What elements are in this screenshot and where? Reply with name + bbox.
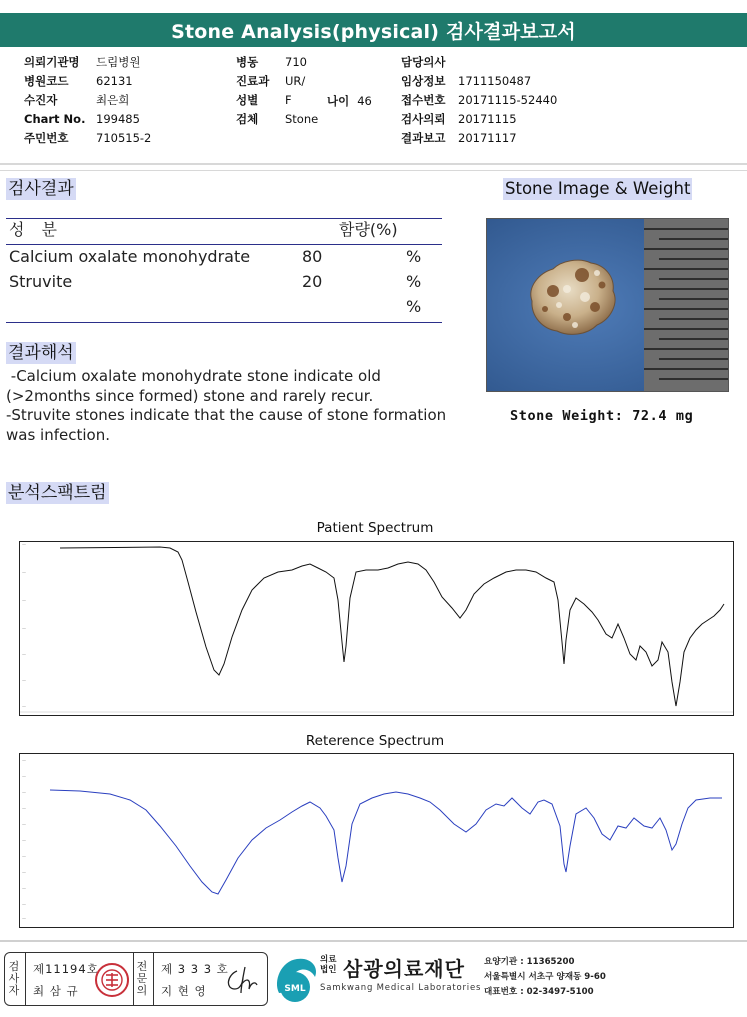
info-value: UR/ <box>285 74 306 88</box>
logo-name: 삼광의료재단 <box>343 957 465 981</box>
label-char: 문 <box>136 972 148 985</box>
component-name: Struvite <box>9 272 73 291</box>
info-row <box>401 72 557 91</box>
component-unit: % <box>406 247 422 266</box>
svg-text:—: — <box>22 704 26 709</box>
info-value: 20171115-52440 <box>458 93 558 107</box>
info-key: 수진자 <box>24 93 58 107</box>
reference-spectrum-title: Reterence Spectrum <box>305 733 445 749</box>
org-contact-info <box>484 955 606 1000</box>
doctor-signature <box>221 963 263 997</box>
box-divider <box>153 953 154 1005</box>
weight-label: Stone Weight: <box>510 408 624 424</box>
svg-text:—: — <box>22 626 26 631</box>
section-title-result: 검사결과 <box>8 179 74 199</box>
component-value: 20 <box>302 272 323 291</box>
seal-stamp <box>93 959 131 1001</box>
logo-badge-text: SML <box>284 984 306 994</box>
table-rule <box>6 322 442 323</box>
section-title-spectrum: 분석스팩트럼 <box>8 483 107 503</box>
section-title-interpretation: 결과해석 <box>8 343 74 363</box>
column-header-component: 성 분 <box>9 220 63 239</box>
doctor-name: 지 현 영 <box>161 984 207 998</box>
svg-text:—: — <box>22 570 26 575</box>
info-row <box>24 53 151 72</box>
reference-spectrum-chart <box>19 753 734 928</box>
component-unit: % <box>406 272 422 291</box>
info-value: 1711150487 <box>458 74 532 88</box>
info-key: 임상정보 <box>401 74 446 88</box>
age-label: 나이 <box>327 94 350 108</box>
label-char: 사 <box>8 972 20 985</box>
svg-text:—: — <box>22 916 26 921</box>
report-title-bar <box>0 13 747 47</box>
info-value: Stone <box>285 112 319 126</box>
info-row <box>24 129 151 148</box>
svg-text:—: — <box>22 598 26 603</box>
info-key: 검사의뢰 <box>401 112 446 126</box>
svg-text:—: — <box>22 838 26 843</box>
inspector-number: 제11194호 <box>33 962 99 976</box>
info-key: 결과보고 <box>401 131 446 145</box>
svg-text:—: — <box>22 790 26 795</box>
info-key: 담당의사 <box>401 55 446 69</box>
info-key: 접수번호 <box>401 93 446 107</box>
reference-spectrum-plot <box>20 754 733 927</box>
svg-text:—: — <box>22 678 26 683</box>
svg-text:—: — <box>22 886 26 891</box>
age-field <box>327 92 372 111</box>
info-row <box>24 91 151 110</box>
age-value: 46 <box>357 94 372 108</box>
info-value: 20171117 <box>458 131 517 145</box>
info-row <box>236 53 318 72</box>
component-name: Calcium oxalate monohydrate <box>9 247 251 266</box>
org-address: 서울특별시 서초구 양재동 9-60 <box>484 972 606 982</box>
logo-corp-line: 법인 <box>320 964 337 975</box>
info-key: 진료과 <box>236 74 270 88</box>
info-row <box>24 110 151 129</box>
info-key: 병원코드 <box>24 74 69 88</box>
patient-spectrum-title: Patient Spectrum <box>316 520 434 536</box>
box-divider <box>133 953 134 1005</box>
info-value: 드림병원 <box>96 55 141 69</box>
info-row <box>236 110 318 129</box>
table-rule <box>6 244 442 245</box>
info-key: 검체 <box>236 112 259 126</box>
info-key: 병동 <box>236 55 259 69</box>
svg-text:—: — <box>22 854 26 859</box>
sml-logo-icon <box>271 953 321 1005</box>
info-value: 710515-2 <box>96 131 152 145</box>
section-title-image: Stone Image & Weight <box>505 179 691 198</box>
patient-info-column-3 <box>401 53 557 148</box>
divider <box>0 170 747 171</box>
label-char: 의 <box>136 984 148 997</box>
patient-spectrum-plot <box>20 542 733 715</box>
label-char: 자 <box>8 984 20 997</box>
svg-text:—: — <box>22 870 26 875</box>
info-key: 주민번호 <box>24 131 69 145</box>
label-char: 전 <box>136 960 148 973</box>
report-title: Stone Analysis(physical) 검사결과보고서 <box>171 20 576 43</box>
patient-spectrum-chart <box>19 541 734 716</box>
org-phone: 대표번호 : 02-3497-5100 <box>484 987 594 997</box>
info-row <box>401 129 557 148</box>
svg-text:—: — <box>22 806 26 811</box>
info-value: 20171115 <box>458 112 517 126</box>
inspector-label <box>8 961 20 997</box>
patient-info-column-2 <box>236 53 318 129</box>
org-code: 요양기관 : 11365200 <box>484 957 575 967</box>
svg-text:—: — <box>22 822 26 827</box>
specialist-label <box>136 961 148 997</box>
info-row <box>236 91 318 110</box>
info-key: 성별 <box>236 93 259 107</box>
info-key: Chart No. <box>24 112 86 126</box>
stone-photo-drawing <box>487 219 729 392</box>
info-value: 최은희 <box>96 93 130 107</box>
interpretation-text: -Calcium oxalate monohydrate stone indicate old (>2months since formed) stone and rarely recur. -Struvite stones indicate that the cause of stone formation was infection. <box>6 367 447 444</box>
svg-text:—: — <box>22 652 26 657</box>
logo-corp-label <box>320 956 336 975</box>
weight-unit: mg <box>675 408 694 424</box>
component-unit: % <box>406 297 422 316</box>
logo-corp-line: 의료 <box>320 955 337 965</box>
logo-subtitle: Samkwang Medical Laboratories <box>320 983 482 993</box>
info-value: 199485 <box>96 112 140 126</box>
info-row <box>401 110 557 129</box>
info-row <box>401 53 557 72</box>
svg-text:—: — <box>22 542 26 547</box>
signature-box <box>4 952 268 1006</box>
info-row <box>24 72 151 91</box>
component-value: 80 <box>302 247 323 266</box>
info-value: 62131 <box>96 74 133 88</box>
info-row <box>401 91 557 110</box>
svg-text:—: — <box>22 902 26 907</box>
info-key: 의뢰기관명 <box>24 55 80 69</box>
footer-divider <box>0 940 747 942</box>
info-value: F <box>285 93 292 107</box>
patient-info-column-1 <box>24 53 151 148</box>
info-value: 710 <box>285 55 307 69</box>
doctor-number: 제 3 3 3 호 <box>161 962 229 976</box>
column-header-amount: 함량(%) <box>339 220 398 239</box>
stone-weight <box>510 408 693 424</box>
info-row <box>236 72 318 91</box>
stone-photo <box>486 218 729 392</box>
box-divider <box>25 953 26 1005</box>
label-char: 검 <box>8 960 20 973</box>
divider <box>0 163 747 165</box>
svg-text:—: — <box>22 774 26 779</box>
inspector-name: 최 삼 규 <box>33 984 79 998</box>
svg-text:—: — <box>22 758 26 763</box>
weight-value: 72.4 <box>632 408 668 424</box>
